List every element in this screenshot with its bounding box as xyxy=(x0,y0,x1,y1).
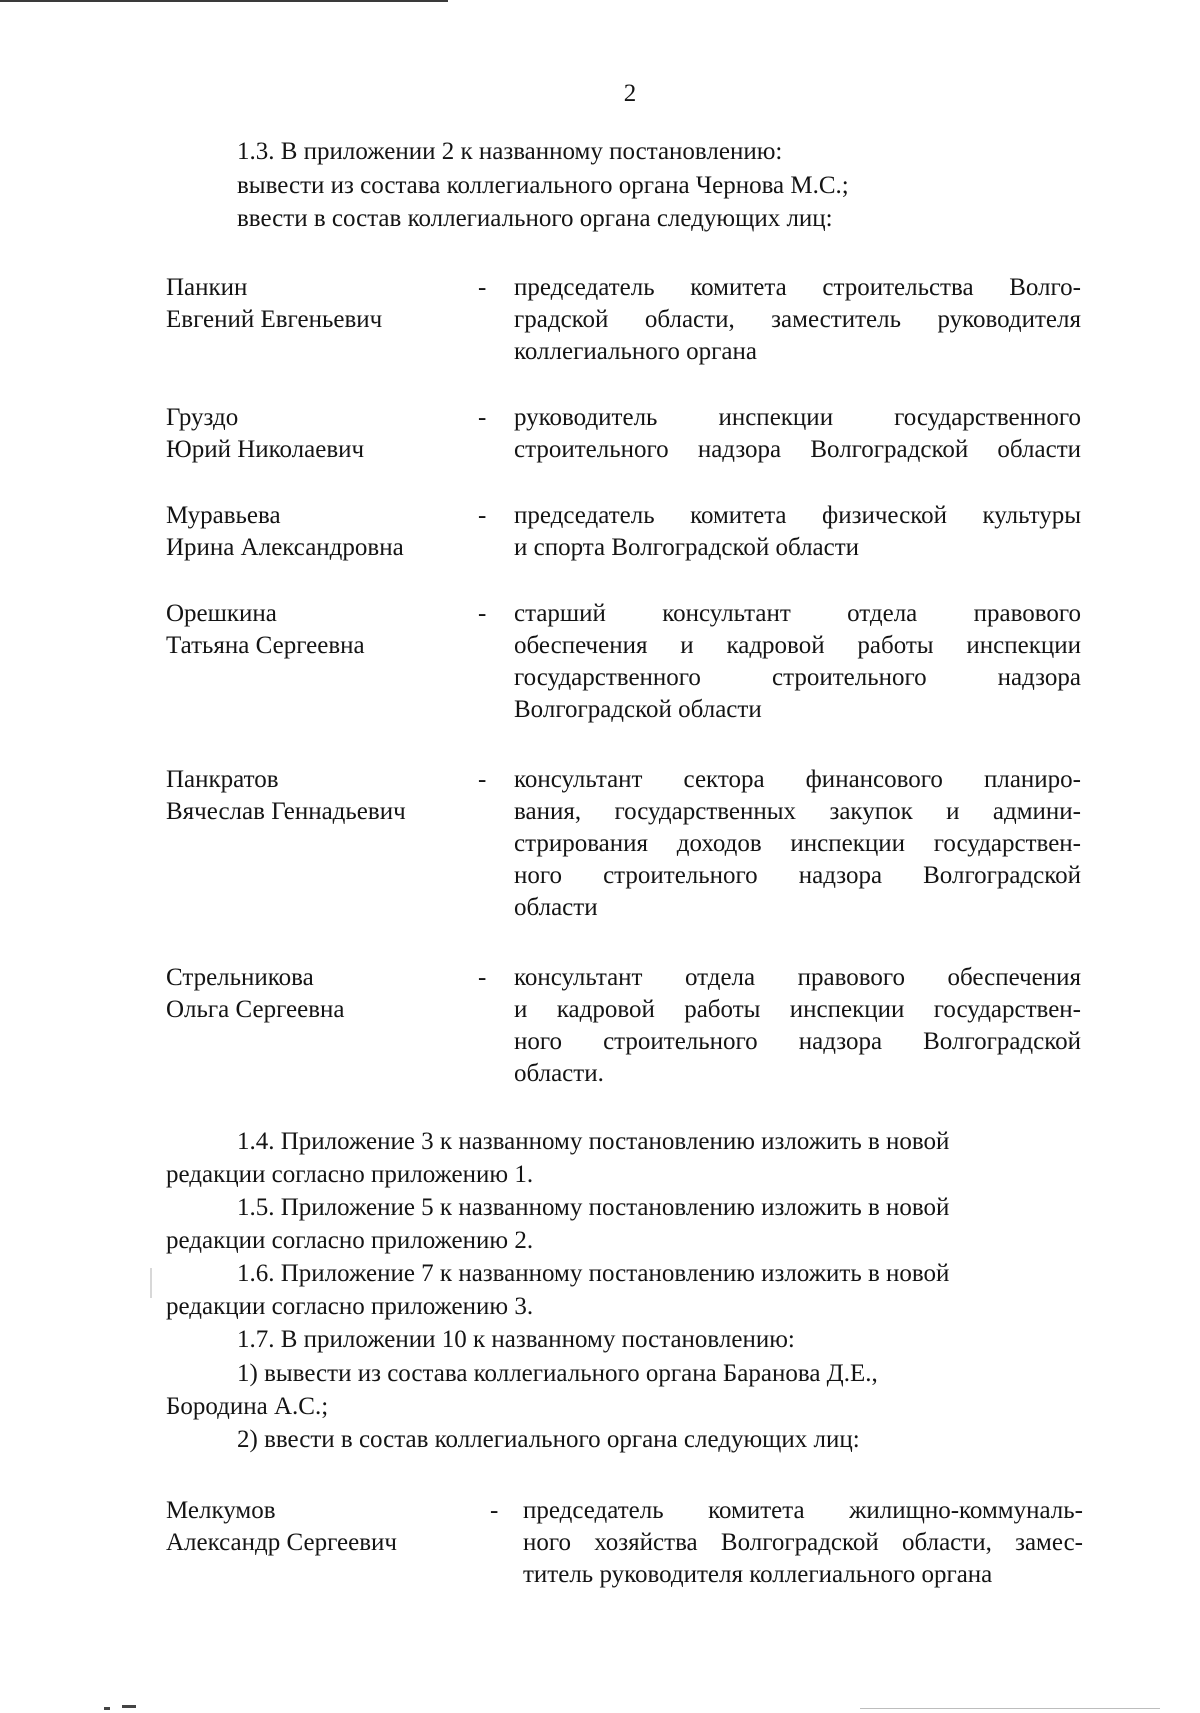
scan-artifact xyxy=(860,1708,1160,1709)
member-surname: Панкратов xyxy=(166,766,279,793)
section-1-3-heading: 1.3. В приложении 2 к названному постановлению: xyxy=(237,138,783,165)
member-role xyxy=(514,764,1081,924)
role-line: ного строительного надзора Волгоградской xyxy=(514,862,1081,889)
member-surname: Орешкина xyxy=(166,600,277,627)
role-line: стрирования доходов инспекции государствен- xyxy=(514,830,1081,857)
role-line: председатель комитета жилищно-коммуналь- xyxy=(523,1497,1083,1524)
section-1-7-item1-line1: 1) вывести из состава коллегиального органа Баранова Д.Е., xyxy=(237,1360,878,1387)
member-dash: - xyxy=(478,766,487,793)
role-line: строительного надзора Волгоградской области xyxy=(514,436,1081,463)
member-role xyxy=(514,962,1081,1090)
member-name xyxy=(166,500,466,564)
member-surname: Груздо xyxy=(166,404,239,431)
section-1-7-heading: 1.7. В приложении 10 к названному постановлению: xyxy=(237,1326,795,1353)
role-line: градской области, заместитель руководителя xyxy=(514,306,1081,333)
member-given-names: Ольга Сергеевна xyxy=(166,996,345,1023)
section-1-5-line2: редакции согласно приложению 2. xyxy=(166,1227,534,1254)
member-name xyxy=(166,1495,466,1559)
role-line: вания, государственных закупок и админи- xyxy=(514,798,1081,825)
member-role xyxy=(514,598,1081,726)
role-line: консультант сектора финансового планиро- xyxy=(514,766,1081,793)
role-line: консультант отдела правового обеспечения xyxy=(514,964,1081,991)
member-role xyxy=(514,272,1081,368)
role-line: председатель комитета строительства Волго- xyxy=(514,274,1081,301)
member-surname: Мелкумов xyxy=(166,1497,276,1524)
section-1-7-item1-line2: Бородина А.С.; xyxy=(166,1393,329,1420)
section-1-5-line1: 1.5. Приложение 5 к названному постановлению изложить в новой xyxy=(237,1194,950,1221)
role-line: и кадровой работы инспекции государствен- xyxy=(514,996,1081,1023)
role-line: Волгоградской области xyxy=(514,696,762,723)
role-line: коллегиального органа xyxy=(514,338,758,365)
member-given-names: Вячеслав Геннадьевич xyxy=(166,798,406,825)
member-role xyxy=(514,402,1081,466)
role-line: области xyxy=(514,894,598,921)
member-name xyxy=(166,272,466,336)
member-role xyxy=(514,500,1081,564)
scan-artifact xyxy=(104,1707,110,1710)
member-name xyxy=(166,402,466,466)
scan-artifact xyxy=(122,1705,136,1708)
member-given-names: Юрий Николаевич xyxy=(166,436,365,463)
member-dash: - xyxy=(478,502,487,529)
scan-artifact xyxy=(150,1268,152,1298)
role-line: титель руководителя коллегиального органа xyxy=(523,1561,993,1588)
role-line: ного хозяйства Волгоградской области, замес- xyxy=(523,1529,1083,1556)
member-dash: - xyxy=(478,964,487,991)
role-line: ного строительного надзора Волгоградской xyxy=(514,1028,1081,1055)
section-1-4-line2: редакции согласно приложению 1. xyxy=(166,1161,534,1188)
member-given-names: Александр Сергеевич xyxy=(166,1529,397,1556)
role-line: обеспечения и кадровой работы инспекции xyxy=(514,632,1081,659)
member-surname: Муравьева xyxy=(166,502,281,529)
member-surname: Панкин xyxy=(166,274,248,301)
member-given-names: Евгений Евгеньевич xyxy=(166,306,383,333)
member-dash: - xyxy=(478,600,487,627)
section-1-3-add-line: ввести в состав коллегиального органа следующих лиц: xyxy=(237,205,833,232)
member-role xyxy=(523,1495,1083,1591)
member-surname: Стрельникова xyxy=(166,964,314,991)
role-line: руководитель инспекции государственного xyxy=(514,404,1081,431)
member-dash: - xyxy=(478,274,487,301)
role-line: области. xyxy=(514,1060,604,1087)
section-1-4-line1: 1.4. Приложение 3 к названному постановлению изложить в новой xyxy=(237,1128,950,1155)
member-name xyxy=(166,962,466,1026)
member-dash: - xyxy=(490,1497,499,1524)
section-1-7-item2: 2) ввести в состав коллегиального органа следующих лиц: xyxy=(237,1426,860,1453)
role-line: и спорта Волгоградской области xyxy=(514,534,860,561)
scan-edge-line xyxy=(0,0,448,2)
member-given-names: Татьяна Сергеевна xyxy=(166,632,365,659)
role-line: председатель комитета физической культуры xyxy=(514,502,1081,529)
section-1-3-remove-line: вывести из состава коллегиального органа Чернова М.С.; xyxy=(237,172,849,199)
member-dash: - xyxy=(478,404,487,431)
role-line: старший консультант отдела правового xyxy=(514,600,1081,627)
member-given-names: Ирина Александровна xyxy=(166,534,404,561)
page-number: 2 xyxy=(623,80,637,107)
role-line: государственного строительного надзора xyxy=(514,664,1081,691)
member-name xyxy=(166,598,466,662)
section-1-6-line2: редакции согласно приложению 3. xyxy=(166,1293,534,1320)
section-1-6-line1: 1.6. Приложение 7 к названному постановлению изложить в новой xyxy=(237,1260,950,1287)
member-name xyxy=(166,764,466,828)
